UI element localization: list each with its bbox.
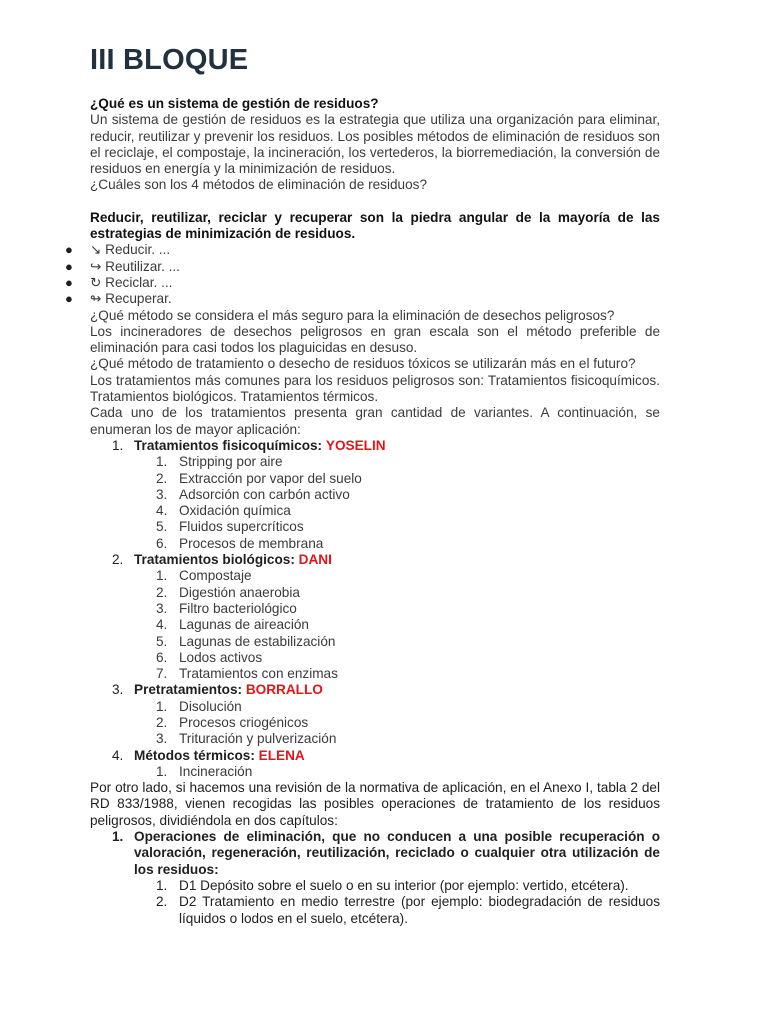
paragraph-2: Reducir, reutilizar, reciclar y recuperar son la piedra angular de la mayoría de las estrategias de minimización de residuos. — [90, 209, 660, 242]
paragraph-3: Los incineradores de desechos peligrosos en gran escala son el método preferible de eliminación para casi todos los plaguicidas en desuso. — [90, 323, 660, 356]
sub-item: 4. Lagunas de aireación — [156, 617, 309, 633]
treatment-item: 2. Tratamientos biológicos: DANI — [112, 552, 332, 568]
document-body — [65, 96, 660, 927]
sub-item: 5. Lagunas de estabilización — [156, 633, 336, 649]
list-item: ● ↻ Reciclar. ... — [65, 274, 173, 290]
sub-item: 1. Incineración — [156, 763, 253, 779]
bullet-icon: ● — [65, 274, 73, 290]
assignee-name: ELENA — [258, 747, 305, 763]
sub-item: 2. Procesos criogénicos — [156, 714, 309, 730]
methods-list — [65, 242, 660, 307]
paragraph-5: Cada uno de los tratamientos presenta gran cantidad de variantes. A continuación, se enumeran los de mayor aplicación: — [90, 405, 660, 437]
treatments-list — [90, 438, 660, 780]
sub-item: 2. D2 Tratamiento en medio terrestre (por ejemplo: biodegradación de residuos líquidos o lodos en el suelo, etcétera). — [156, 894, 660, 926]
question-4: ¿Qué método de tratamiento o desecho de residuos tóxicos se utilizarán más en el futuro? — [90, 356, 636, 372]
paragraph-4: Los tratamientos más comunes para los residuos peligrosos son: Tratamientos fisicoquímicos. Tratamientos biológicos. Tratamientos térmicos. — [90, 372, 660, 405]
question-3: ¿Qué método se considera el más seguro para la eliminación de desechos peligrosos? — [90, 307, 615, 323]
question-1: ¿Qué es un sistema de gestión de residuos? — [90, 96, 379, 111]
sub-item: 3. Filtro bacteriológico — [156, 600, 297, 616]
sub-item: 5. Fluidos supercríticos — [156, 519, 304, 535]
bullet-icon: ● — [65, 291, 73, 307]
sub-item: 1. Stripping por aire — [156, 454, 283, 470]
sub-item: 1. Compostaje — [156, 568, 252, 584]
sub-item: 6. Lodos activos — [156, 649, 263, 665]
paragraph-6: Por otro lado, si hacemos una revisión de la normativa de aplicación, en el Anexo I, tabla 2 del RD 833/1988, vienen recogidas las posibles operaciones de tratamiento de los residuos peligrosos, dividiéndola en dos capítulos: — [90, 780, 660, 828]
bullet-icon: ● — [65, 258, 73, 274]
sub-item: 6. Procesos de membrana — [156, 535, 324, 551]
treatment-item: 1. Tratamientos fisicoquímicos: YOSELIN — [112, 437, 386, 453]
question-2: ¿Cuáles son los 4 métodos de eliminación de residuos? — [90, 177, 428, 193]
sub-item: 1. Disolución — [156, 698, 242, 714]
bullet-icon: ● — [65, 242, 73, 258]
sub-item: 2. Extracción por vapor del suelo — [156, 470, 362, 486]
chapter-item: 1. Operaciones de eliminación, que no conducen a una posible recuperación o valoración, regeneración, reutilización, reciclado o cualquier otra utilización de los residuos: — [112, 829, 660, 877]
sub-item: 7. Tratamientos con enzimas — [156, 666, 338, 682]
list-item: ● ↪ Reutilizar. ... — [65, 258, 180, 274]
list-item: ● ↬ Recuperar. — [65, 291, 172, 307]
assignee-name: BORRALLO — [245, 682, 323, 698]
paragraph-1: Un sistema de gestión de residuos es la estrategia que utiliza una organización para eliminar, reducir, reutilizar y prevenir los residuos. Los posibles métodos de eliminación de residuos son el reciclaje, el compostaje, la incineración, los vertederos, la biorremediación, la conversión de residuos en energía y la minimización de residuos. — [90, 112, 660, 177]
treatment-item: 3. Pretratamientos: BORRALLO — [112, 682, 323, 698]
assignee-name: YOSELIN — [325, 437, 386, 453]
treatment-item: 4. Métodos térmicos: ELENA — [112, 747, 305, 763]
sub-item: 2. Digestión anaerobia — [156, 584, 300, 600]
spacer — [90, 194, 660, 210]
list-item: ● ↘ Reducir. ... — [65, 242, 171, 258]
page-title: III BLOQUE — [90, 44, 249, 76]
sub-item: 3. Trituración y pulverización — [156, 731, 337, 747]
sub-item: 3. Adsorción con carbón activo — [156, 486, 350, 502]
sub-item: 1. D1 Depósito sobre el suelo o en su interior (por ejemplo: vertido, etcétera). — [156, 877, 629, 893]
assignee-name: DANI — [298, 552, 332, 568]
sub-item: 4. Oxidación química — [156, 503, 291, 519]
chapters-list — [90, 829, 660, 927]
